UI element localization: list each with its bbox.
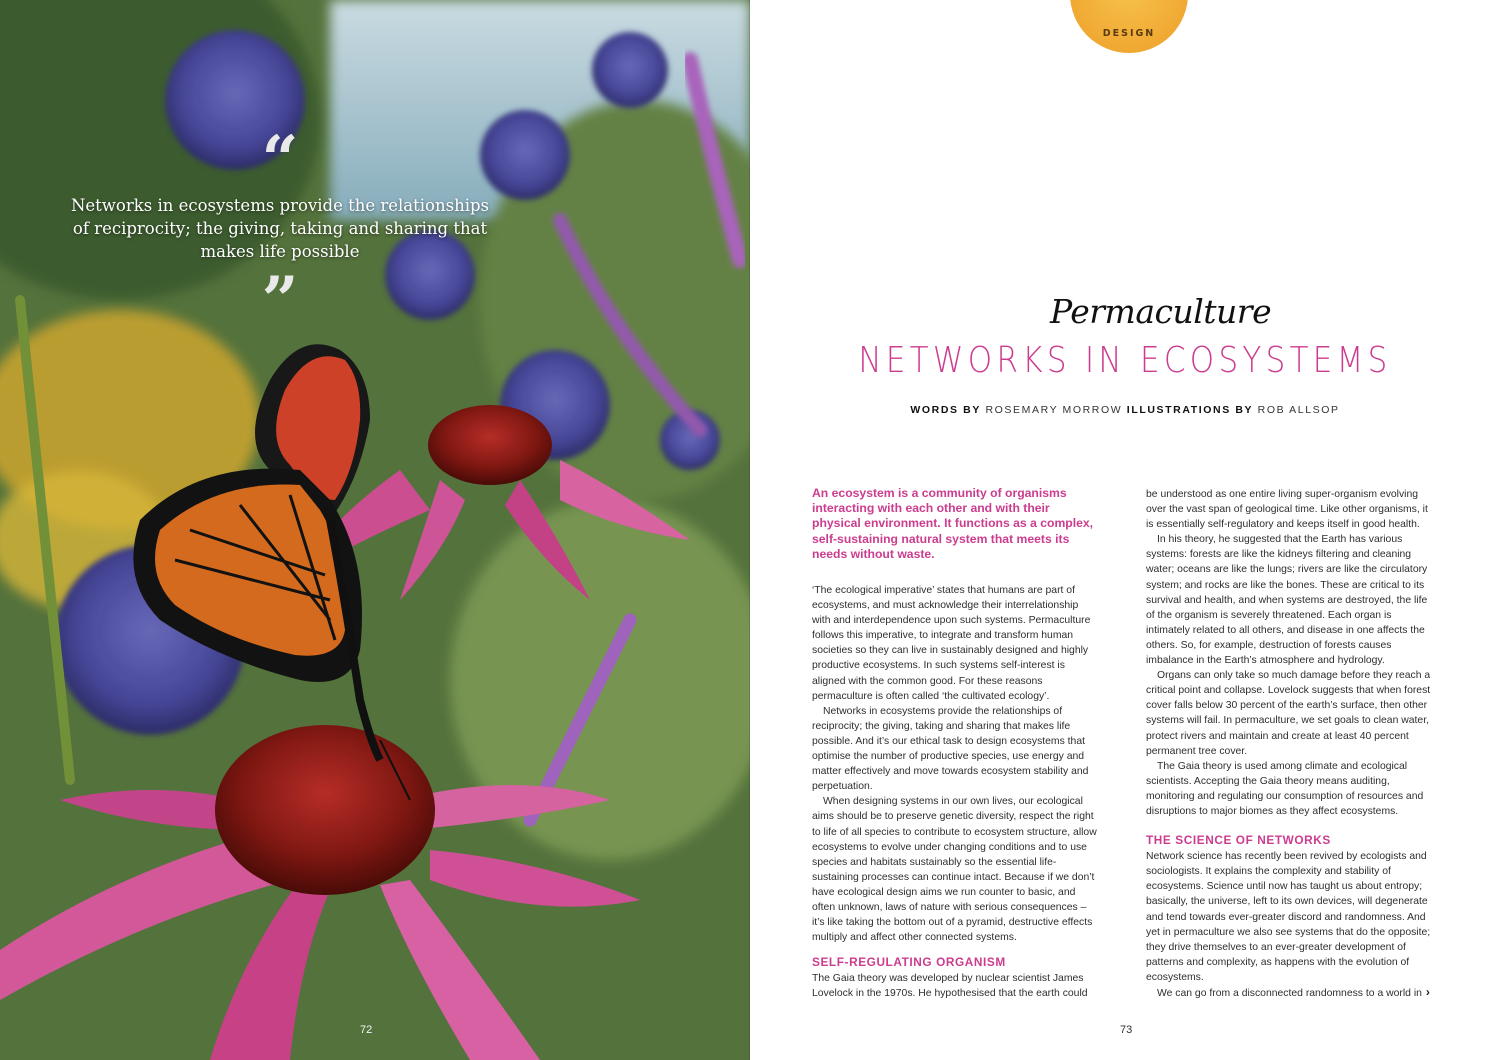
words-by-label: WORDS BY xyxy=(910,404,981,416)
page-number-right: 73 xyxy=(1120,1024,1133,1036)
illustrations-by-label: ILLUSTRATIONS BY xyxy=(1126,404,1254,416)
body-paragraph: Network science has recently been revived by ecologists and sociologists. It explains the complexity and stability of ecosystems. Science until now has taught us about entropy; basically, the universe, left to its own devices, will degenerate and tend towards ever-greater discord and randomness. And yet in permaculture we also see systems that do the opposite; they drive themselves to an ever-greater development of patterns and complexity, as happens with the evolution of ecosystems. xyxy=(1146,851,1431,983)
body-paragraph: Networks in ecosystems provide the relationships of reciprocity; the giving, taking and sharing that makes life possible. And it’s our ethical task to design ecosystems that optimise the number of productive species, use energy and matter effectively and move towards ecosystem stability and perpetuation. xyxy=(812,705,1089,793)
continued-text: We can go from a disconnected randomness to a world in xyxy=(1157,988,1422,999)
headline: NETWORKS IN ECOSYSTEMS xyxy=(858,340,1392,381)
subheading-science-of-networks: THE SCIENCE OF NETWORKS xyxy=(1146,833,1331,848)
close-quote-mark: ” xyxy=(261,263,299,338)
article-column-2 xyxy=(1146,487,1431,1001)
pull-quote-text: Networks in ecosystems provide the relationships of reciprocity; the giving, taking and sharing that makes life possible xyxy=(70,196,490,261)
body-paragraph: be understood as one entire living super-organism evolving over the vast span of geological time. Like other organisms, it is essentially self-regulatory and keeps itself in good health. xyxy=(1146,489,1428,531)
page-number-left: 72 xyxy=(360,1024,373,1036)
byline xyxy=(750,404,1500,416)
section-tab xyxy=(1070,0,1188,53)
illustrator-name: ROB ALLSOP xyxy=(1257,404,1340,416)
right-page-article xyxy=(750,0,1500,1060)
body-paragraph-continued xyxy=(1146,985,1431,1001)
body-paragraph: When designing systems in our own lives, our ecological aims should be to preserve genetic diversity, respect the right to life of all species to contribute to ecosystem structure, allow ecosystems to evolve under changing conditions and to use species and habitats sustainably so the essential life-sustaining processes can continue intact. Because if we don’t have ecological design aims we run counter to basic, and often unknown, laws of nature with serious consequences – it’s like taking the bottom out of a pyramid, destructive effects multiply and affect other connected systems. xyxy=(812,796,1097,944)
article-column-1 xyxy=(812,486,1097,1002)
body-paragraph: In his theory, he suggested that the Earth has various systems: forests are like the kidneys filtering and cleaning water; oceans are like the lungs; rivers are like the circulatory system; and rocks are like the bones. These are critical to its survival and health, and when systems are destroyed, the life of the organism is severely threatened. Each organ is intimately related to all others, and disease in one affects the others. So, for example, destruction of forests causes imbalance in the Earth’s atmosphere and hydrology. xyxy=(1146,534,1428,667)
kicker: Permaculture xyxy=(1050,292,1272,331)
body-paragraph: The Gaia theory is used among climate and ecological scientists. Accepting the Gaia theory means auditing, monitoring and regulating our consumption of resources and disruptions to major biomes as they affect ecosystems. xyxy=(1146,760,1424,817)
standfirst: An ecosystem is a community of organisms interacting with each other and with their physical environment. It functions as a complex, self-sustaining natural system that meets its needs without waste. xyxy=(812,486,1094,561)
body-paragraph: Organs can only take so much damage before they reach a critical point and collapse. Lovelock suggests that when forest cover falls below 30 percent of the earth’s surface, then other systems will fail. In permaculture, we set goals to clean water, protect rivers and maintain and create at least 40 percent permanent tree cover. xyxy=(1146,670,1431,757)
subheading-self-regulating-organism: SELF-REGULATING ORGANISM xyxy=(812,955,1006,970)
body-paragraph: ‘The ecological imperative’ states that humans are part of ecosystems, and must acknowledge their interrelationship with and interdependence upon such systems. Permaculture follows this imperative, to integrate and transform human societies so they can live in sustainably designed and highly productive ecosystems. In such systems self-interest is aligned with the common good. For these reasons permaculture is often called ‘the cultivated ecology’. xyxy=(812,585,1091,702)
author-name: ROSEMARY MORROW xyxy=(985,404,1123,416)
pull-quote xyxy=(70,122,490,338)
section-tab-label: DESIGN xyxy=(1102,28,1156,39)
open-quote-mark: “ xyxy=(261,122,299,197)
body-paragraph: The Gaia theory was developed by nuclear scientist James Lovelock in the 1970s. He hypothesised that the earth could xyxy=(812,973,1088,1000)
continue-arrow-icon: › xyxy=(1425,985,1430,999)
